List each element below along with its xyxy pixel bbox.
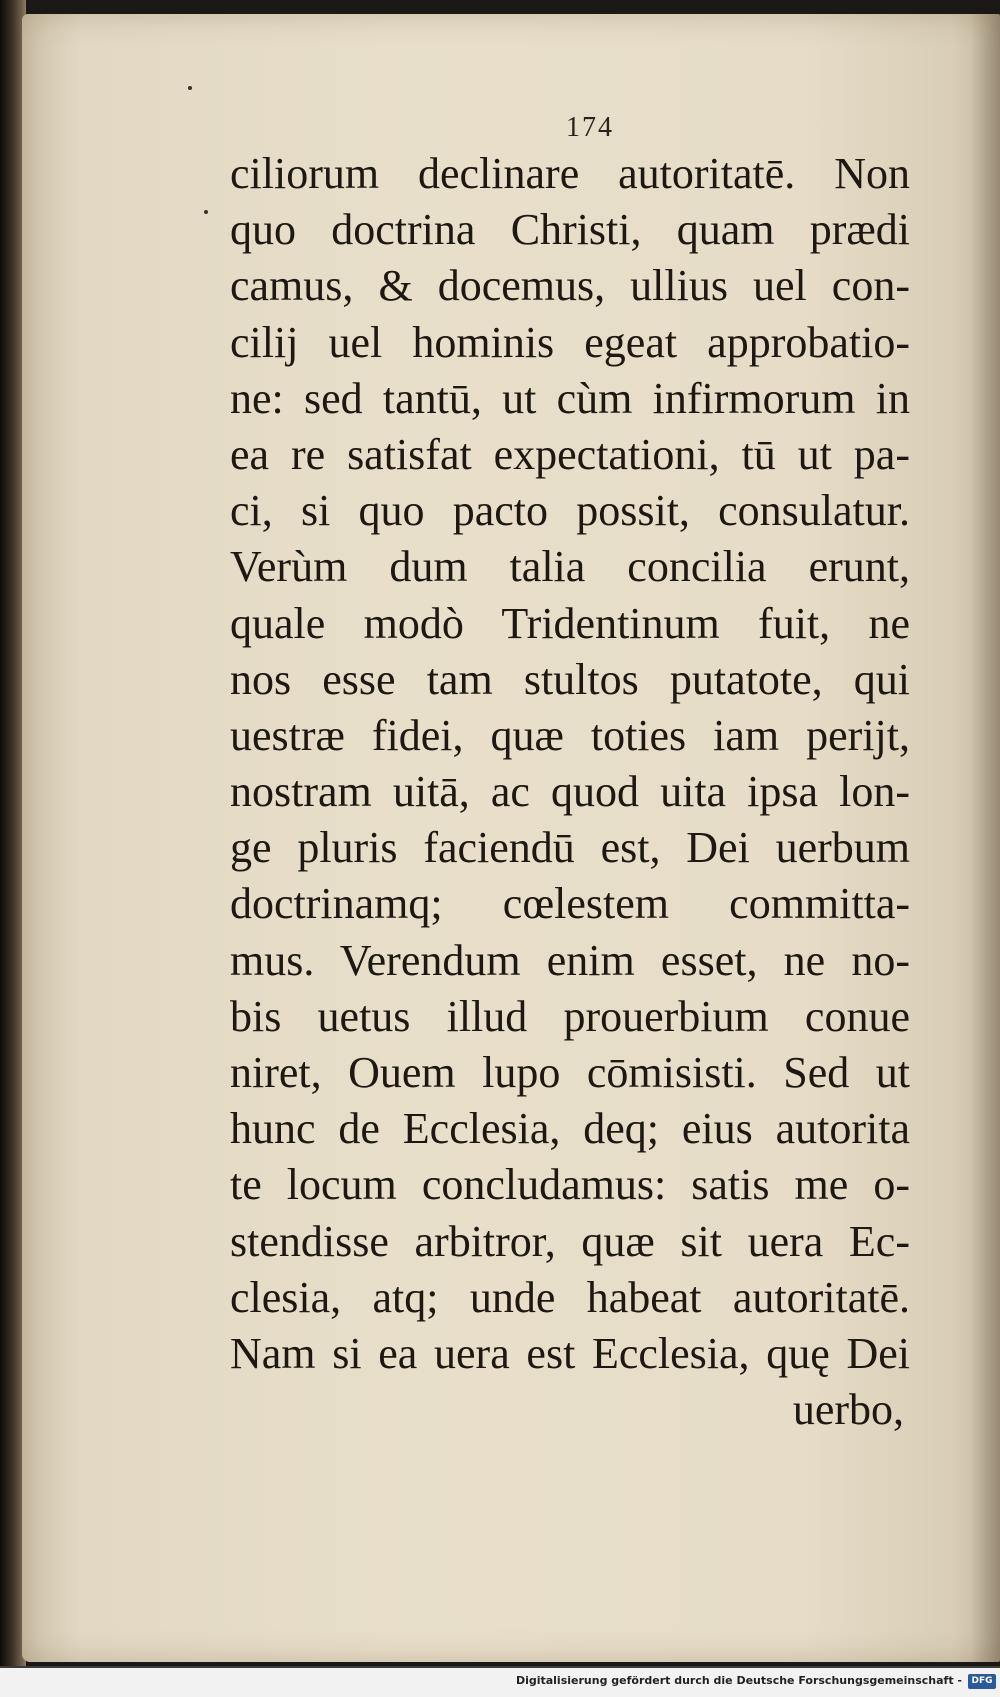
text-line: clesia, atq; unde habeat autoritatē. <box>230 1272 910 1322</box>
text-line: quo doctrina Christi, quam prædi <box>230 205 910 255</box>
text-line: nostram uitā, ac quod uita ipsa lon- <box>230 767 910 817</box>
text-line: ci, si quo pacto possit, consulatur. <box>230 486 910 536</box>
text-line: doctrinamq; cœlestem committa- <box>230 879 910 929</box>
text-line: hunc de Ecclesia, deq; eius autorita <box>230 1104 910 1154</box>
text-line: ge pluris faciendū est, Dei uerbum <box>230 823 910 873</box>
digitization-credit: Digitalisierung gefördert durch die Deutsche Forschungsgemeinschaft - <box>515 1674 962 1687</box>
text-line: Nam si ea uera est Ecclesia, quę Dei <box>230 1328 910 1378</box>
page-number: 174 <box>566 112 614 143</box>
ink-speck <box>204 210 208 214</box>
text-line: te locum concludamus: satis me o- <box>230 1160 910 1210</box>
text-line: stendisse arbitror, quæ sit uera Ec- <box>230 1216 910 1266</box>
text-line: niret, Ouem lupo cōmisisti. Sed ut <box>230 1048 910 1097</box>
text-line: uestræ fidei, quæ toties iam perijt, <box>230 710 910 760</box>
footer-bar <box>0 1666 1000 1697</box>
dfg-logo: DFG <box>968 1674 996 1689</box>
text-line: cilij uel hominis egeat approbatio- <box>230 317 910 367</box>
text-line: bis uetus illud prouerbium conue <box>230 991 910 1041</box>
ink-speck <box>188 86 192 90</box>
text-line: ne: sed tantū, ut cùm infirmorum in <box>230 373 910 423</box>
text-line: mus. Verendum enim esset, ne no- <box>230 935 910 985</box>
text-line: Verùm dum talia concilia erunt, <box>230 542 910 592</box>
catchword: uerbo, <box>792 1385 904 1435</box>
text-line: quale modò Tridentinum fuit, ne <box>230 598 910 648</box>
text-line: camus, & docemus, ullius uel con- <box>230 261 910 311</box>
body-text <box>230 146 910 1438</box>
text-line: ea re satisfat expectationi, tū ut pa- <box>230 429 910 479</box>
text-line: nos esse tam stultos putatote, qui <box>230 654 910 704</box>
text-line: ciliorum declinare autoritatē. Non <box>230 149 910 198</box>
